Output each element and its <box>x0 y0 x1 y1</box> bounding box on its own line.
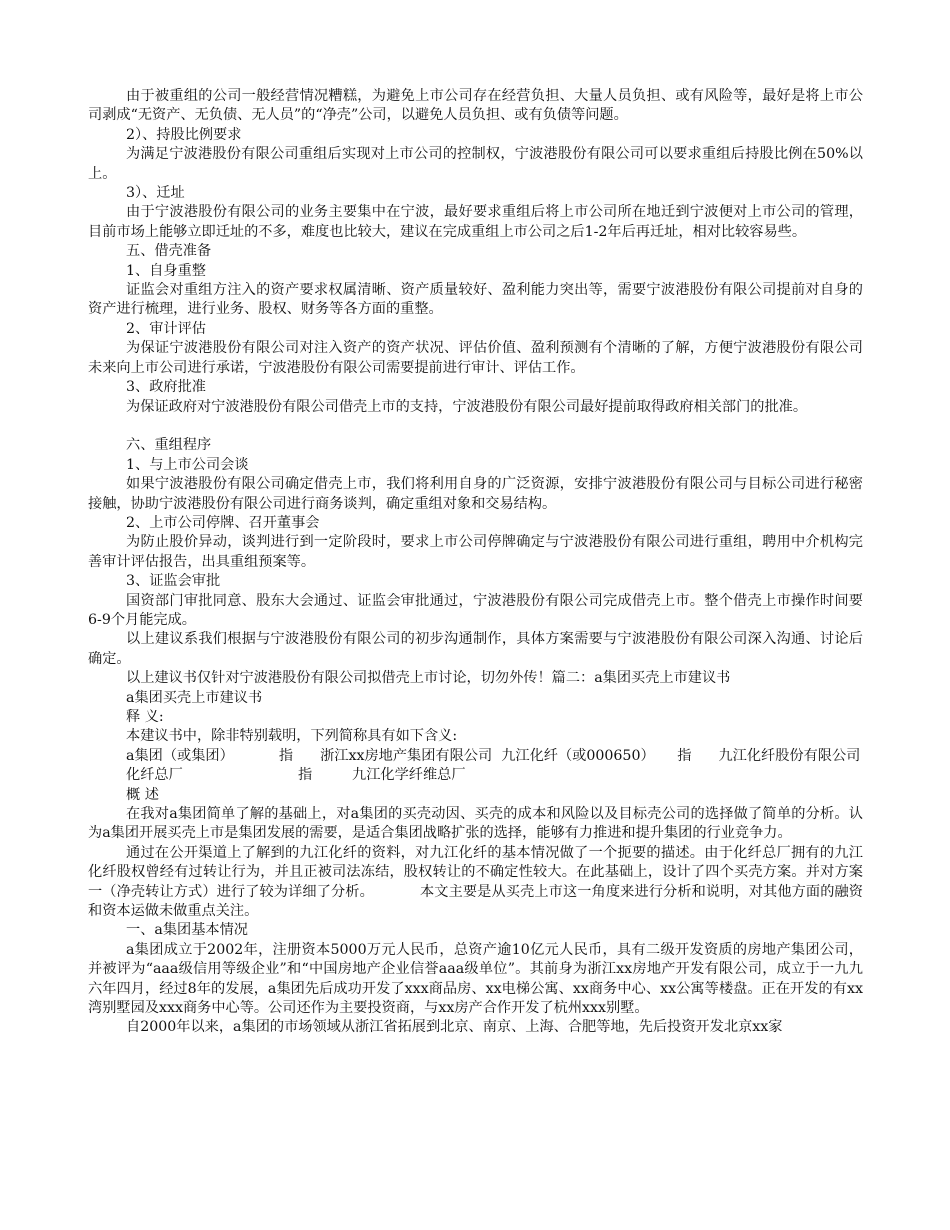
section-subheading: 2）、持股比例要求 <box>126 126 242 143</box>
section-subheading: 2、上市公司停牌、召开董事会 <box>126 514 320 531</box>
paragraph: 自2000年以来，a集团的市场领域从浙江省拓展到北京、南京、上海、合肥等地，先后投资开发北京xx家 <box>126 1019 783 1036</box>
section-subheading: 3）、迁址 <box>126 185 185 202</box>
blank-line <box>88 417 863 436</box>
paragraph: 以上建议系我们根据与宁波港股份有限公司的初步沟通制作，具体方案需要与宁波港股份有限公司深入沟通、讨论后确定。 <box>88 631 863 667</box>
definitions-heading: 释 义: <box>126 708 164 725</box>
section-subheading: 3、政府批准 <box>126 379 206 396</box>
section-subheading: 2、审计评估 <box>126 320 206 337</box>
section-heading: 一、a集团基本情况 <box>126 922 248 939</box>
paragraph: 通过在公开渠道上了解到的九江化纤的资料，对九江化纤的基本情况做了一个扼要的描述。由于化纤总厂拥有的九江化纤股权曾经有过转让行为，并且正被司法冻结，股权转让的不确定性较大。在此基础上，设计了四个买壳方案。并对方案一（净壳转让方式）进行了较为详细了分析。 本文主要是从买壳上市这一角度来进行分析和说明，对其他方面的融资和资本运做未做重点关注。 <box>88 844 863 920</box>
section-subheading: 1、与上市公司会谈 <box>126 456 249 473</box>
paragraph: 如果宁波港股份有限公司确定借壳上市，我们将利用自身的广泛资源，安排宁波港股份有限公司与目标公司进行秘密接触，协助宁波港股份有限公司进行商务谈判，确定重组对象和交易结构。 <box>88 476 863 512</box>
section-heading: 五、借壳准备 <box>126 243 212 260</box>
paragraph: 由于宁波港股份有限公司的业务主要集中在宁波，最好要求重组后将上市公司所在地迁到宁波便对上市公司的管理，目前市场上能够立即迁址的不多，难度也比较大，建议在完成重组上市公司之后1-2年后再迁址，相对比较容易些。 <box>88 204 863 240</box>
definition-sep: 指 <box>298 767 313 784</box>
paragraph: 本建议书中，除非特别载明，下列简称具有如下含义: <box>126 728 458 745</box>
paragraph: 为保证政府对宁波港股份有限公司借壳上市的支持，宁波港股份有限公司最好提前取得政府相关部门的批准。 <box>126 398 808 415</box>
section-subheading: 1、自身重整 <box>126 262 206 279</box>
definition-row-chemical-fiber-plant <box>88 766 863 785</box>
section-heading: 六、重组程序 <box>126 437 212 454</box>
section-heading: 概 述 <box>126 786 159 803</box>
paragraph: 以上建议书仅针对宁波港股份有限公司拟借壳上市讨论，切勿外传！篇二：a集团买壳上市建议书 <box>126 670 731 687</box>
section-subheading: 3、证监会审批 <box>126 573 221 590</box>
definition-full: 九江化学纤维总厂 <box>352 767 466 784</box>
paragraph: 证监会对重组方注入的资产要求权属清晰、资产质量较好、盈利能力突出等，需要宁波港股份有限公司提前对自身的资产进行梳理，进行业务、股权、财务等各方面的重整。 <box>88 282 863 318</box>
paragraph: 为保证宁波港股份有限公司对注入资产的资产状况、评估价值、盈利预测有个清晰的了解，方便宁波港股份有限公司未来向上市公司进行承诺，宁波港股份有限公司需要提前进行审计、评估工作。 <box>88 340 863 376</box>
paragraph: 为满足宁波港股份有限公司重组后实现对上市公司的控制权，宁波港股份有限公司可以要求重组后持股比例在50%以上。 <box>88 146 863 182</box>
paragraph: 国资部门审批同意、股东大会通过、证监会审批通过，宁波港股份有限公司完成借壳上市。整个借壳上市操作时间要6-9个月能完成。 <box>88 592 863 628</box>
paragraph: a集团成立于2002年，注册资本5000万元人民币，总资产逾10亿元人民币，具有二级开发资质的房地产集团公司，并被评为“aaa级信用等级企业”和“中国房地产企业信誉aaa级单位”。其前身为浙江xx房地产开发有限公司，成立于一九九六年四月，经过8年的发展，a集团先后成功开发了xxx商品房、xx电梯公寓、xx商务中心、xx公寓等楼盘。正在开发的有xx湾别墅园及xxx商务中心等。公司还作为主要投资商，与xx房产合作开发了杭州xxx别墅。 <box>88 941 863 1017</box>
definition-row: a集团（或集团） 指 浙江xx房地产集团有限公司 九江化纤（或000650） 指 九江化纤股份有限公司 <box>126 747 861 764</box>
document-title: a集团买壳上市建议书 <box>126 689 263 706</box>
paragraph: 由于被重组的公司一般经营情况糟糕，为避免上市公司存在经营负担、大量人员负担、或有风险等，最好是将上市公司剥成“无资产、无负债、无人员”的“净壳”公司，以避免人员负担、或有负债等问题。 <box>88 88 863 124</box>
paragraph: 为防止股价异动，谈判进行到一定阶段时，要求上市公司停牌确定与宁波港股份有限公司进行重组，聘用中介机构完善审计评估报告，出具重组预案等。 <box>88 534 863 570</box>
document-body <box>88 87 863 1038</box>
paragraph: 在我对a集团简单了解的基础上，对a集团的买壳动因、买壳的成本和风险以及目标壳公司的选择做了简单的分析。认为a集团开展买壳上市是集团发展的需要，是适合集团战略扩张的选择，能够有力推进和提升集团的行业竞争力。 <box>88 806 863 842</box>
definition-term: 化纤总厂 <box>126 767 183 784</box>
